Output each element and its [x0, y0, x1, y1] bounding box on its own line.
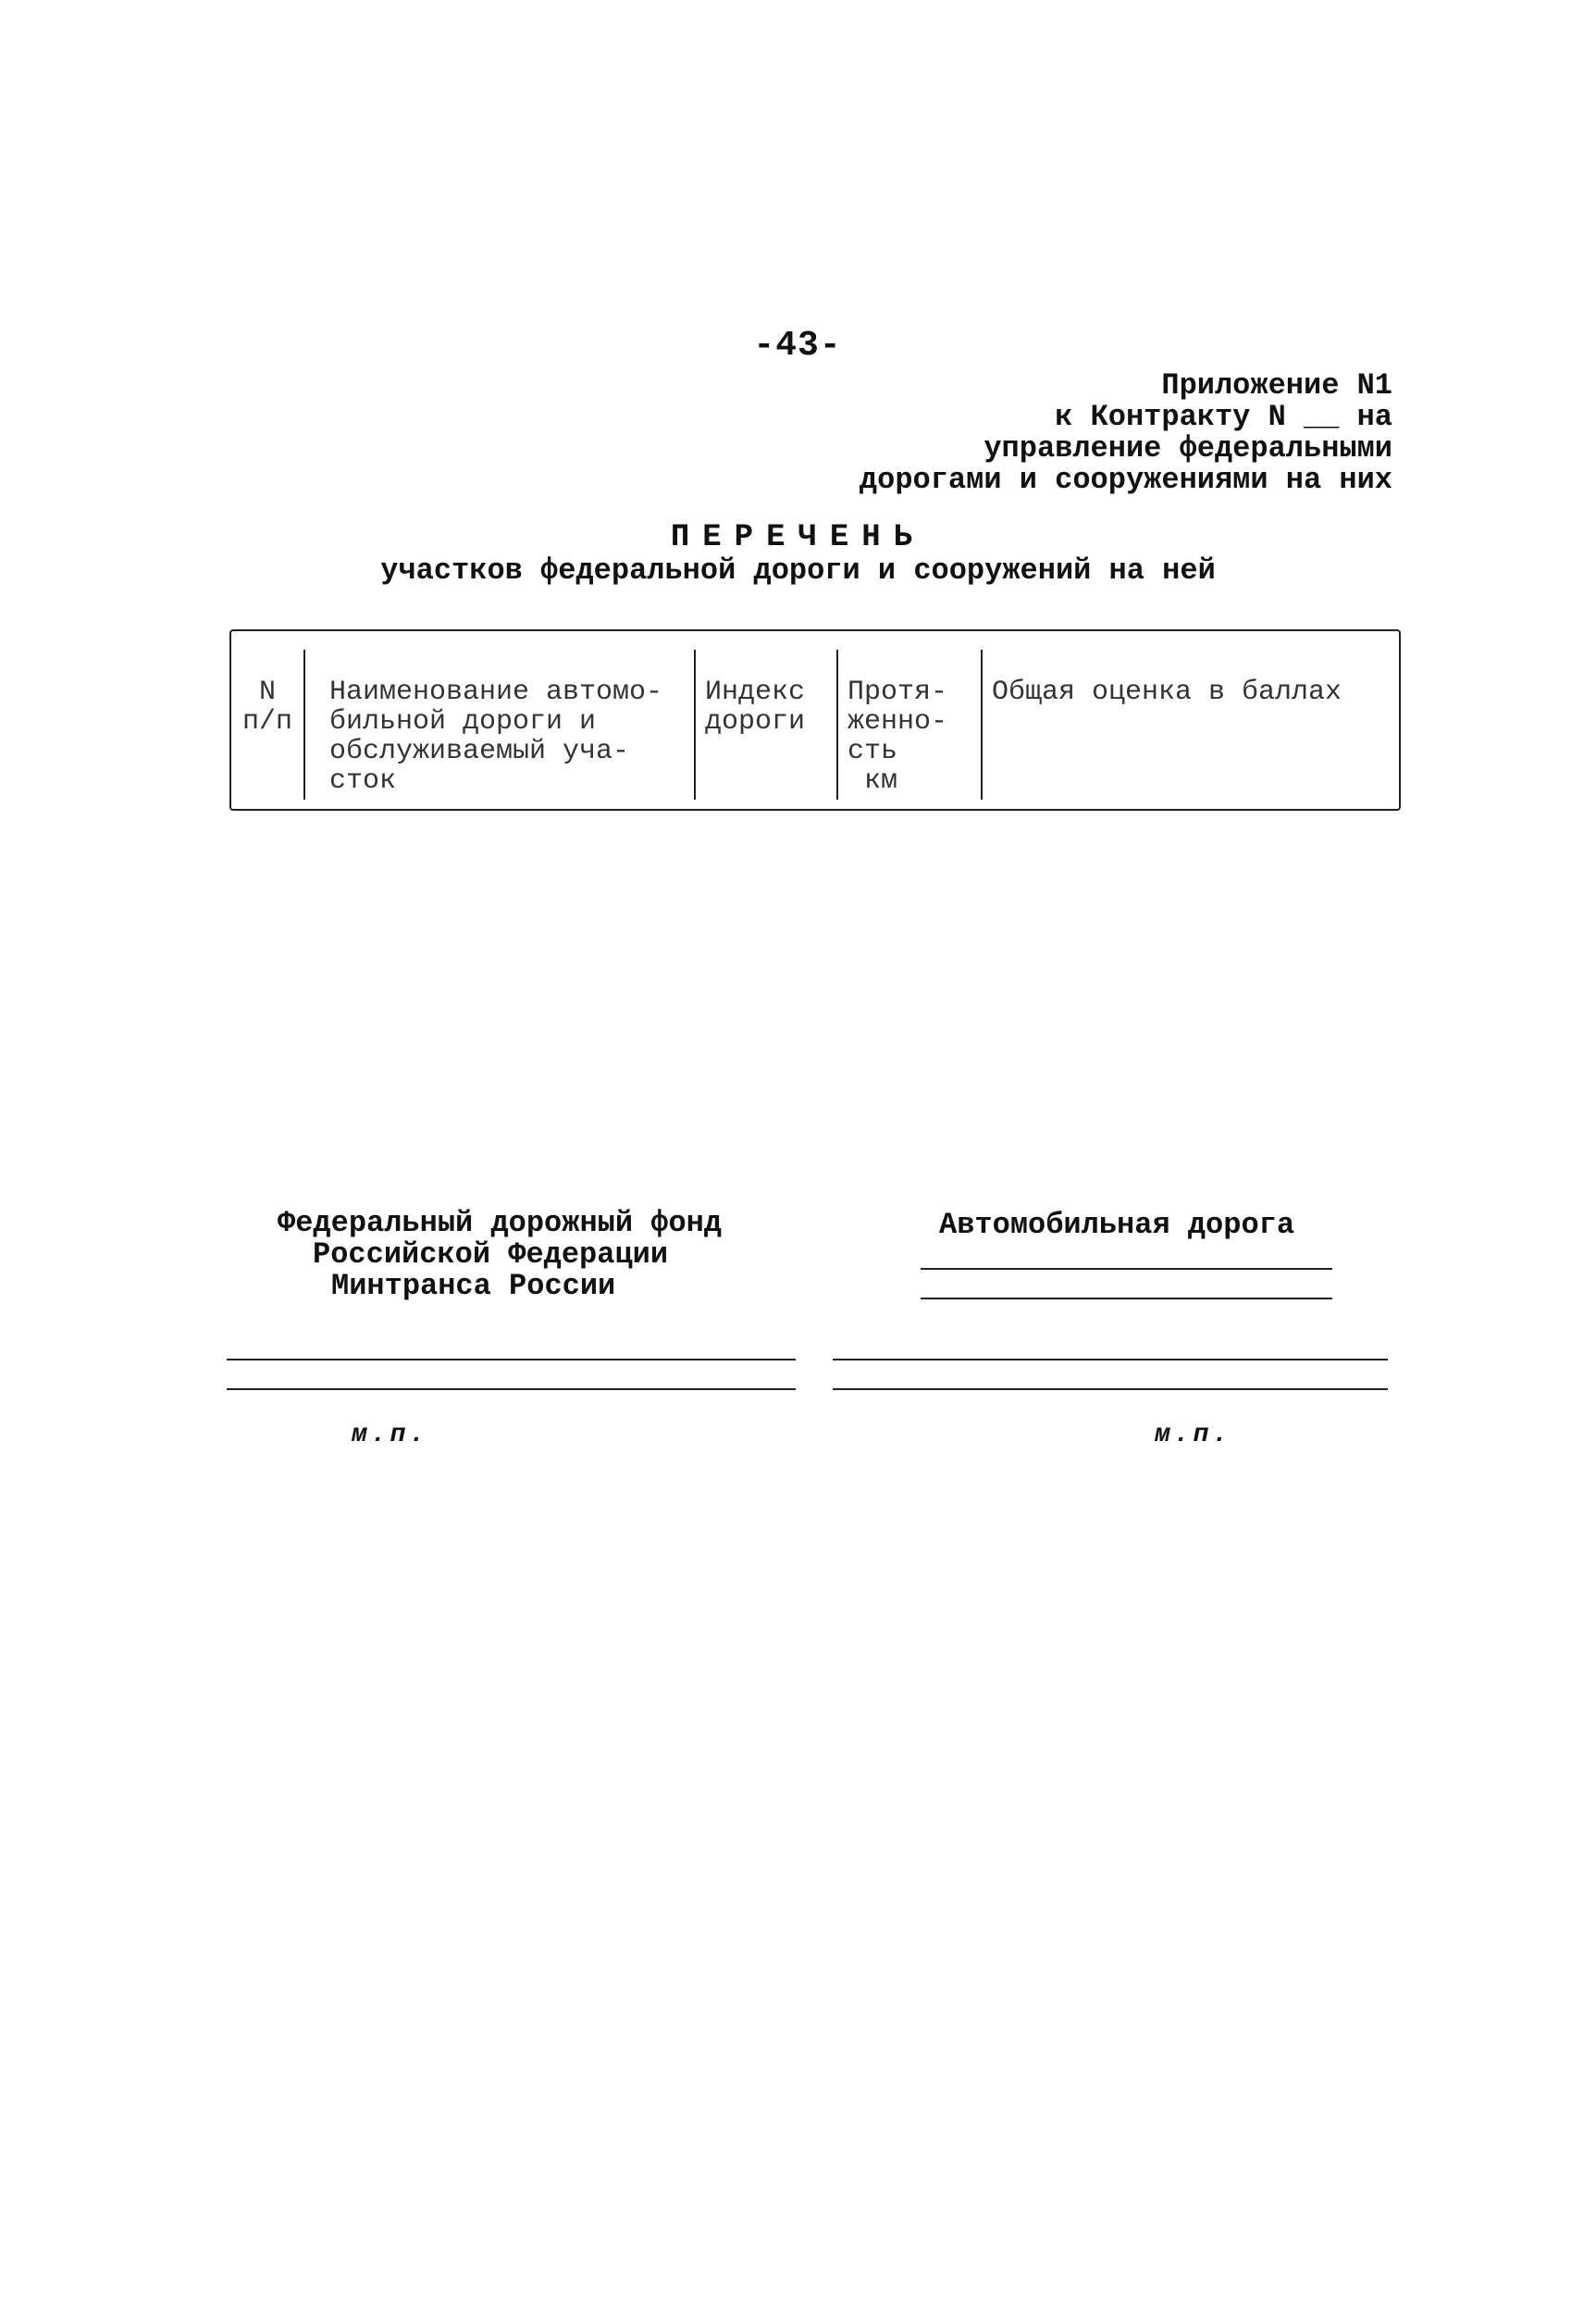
roads-table: [229, 629, 1401, 811]
left-party-line-1: Федеральный дорожный фонд: [278, 1206, 723, 1240]
document-subtitle: участков федеральной дороги и сооружений на ней: [380, 553, 1216, 588]
appendix-line-4: дорогами и сооружениями на них: [859, 463, 1392, 497]
left-party-block: [278, 1208, 722, 1302]
right-party-blank-line: [921, 1268, 1332, 1270]
header-road-name: Наименование автомо- бильной дороги и обслуживаемый уча- сток: [329, 677, 663, 797]
right-signature-line: [833, 1388, 1388, 1390]
column-divider: [303, 650, 305, 800]
right-party-block: [939, 1208, 1294, 1242]
appendix-line-3: управление федеральными: [984, 431, 1392, 466]
appendix-line-1: Приложение N1: [1161, 368, 1392, 403]
right-party-line-1: Автомобильная дорога: [939, 1208, 1295, 1242]
header-num: N п/п: [241, 677, 292, 738]
document-title: ПЕРЕЧЕНЬ: [670, 520, 926, 555]
page-number: -43-: [753, 326, 842, 366]
right-seal-mark: м.п.: [1155, 1421, 1232, 1449]
column-divider: [694, 650, 696, 800]
header-length-km: Протя- женно- сть км: [847, 677, 948, 797]
right-party-blank-line: [921, 1298, 1332, 1299]
left-signature-line: [227, 1359, 796, 1360]
appendix-line-2: к Контракту N __ на: [1055, 400, 1392, 434]
header-road-index: Индекс дороги: [705, 677, 806, 738]
left-party-line-2: Российской Федерации: [313, 1237, 669, 1272]
column-divider: [981, 650, 983, 800]
left-signature-line: [227, 1388, 796, 1390]
left-party-line-3: Минтранса России: [331, 1269, 616, 1303]
column-divider: [836, 650, 838, 800]
right-signature-line: [833, 1359, 1388, 1360]
left-seal-mark: м.п.: [352, 1421, 429, 1449]
header-total-score: Общая оценка в баллах: [992, 677, 1342, 708]
appendix-header: [860, 370, 1392, 496]
